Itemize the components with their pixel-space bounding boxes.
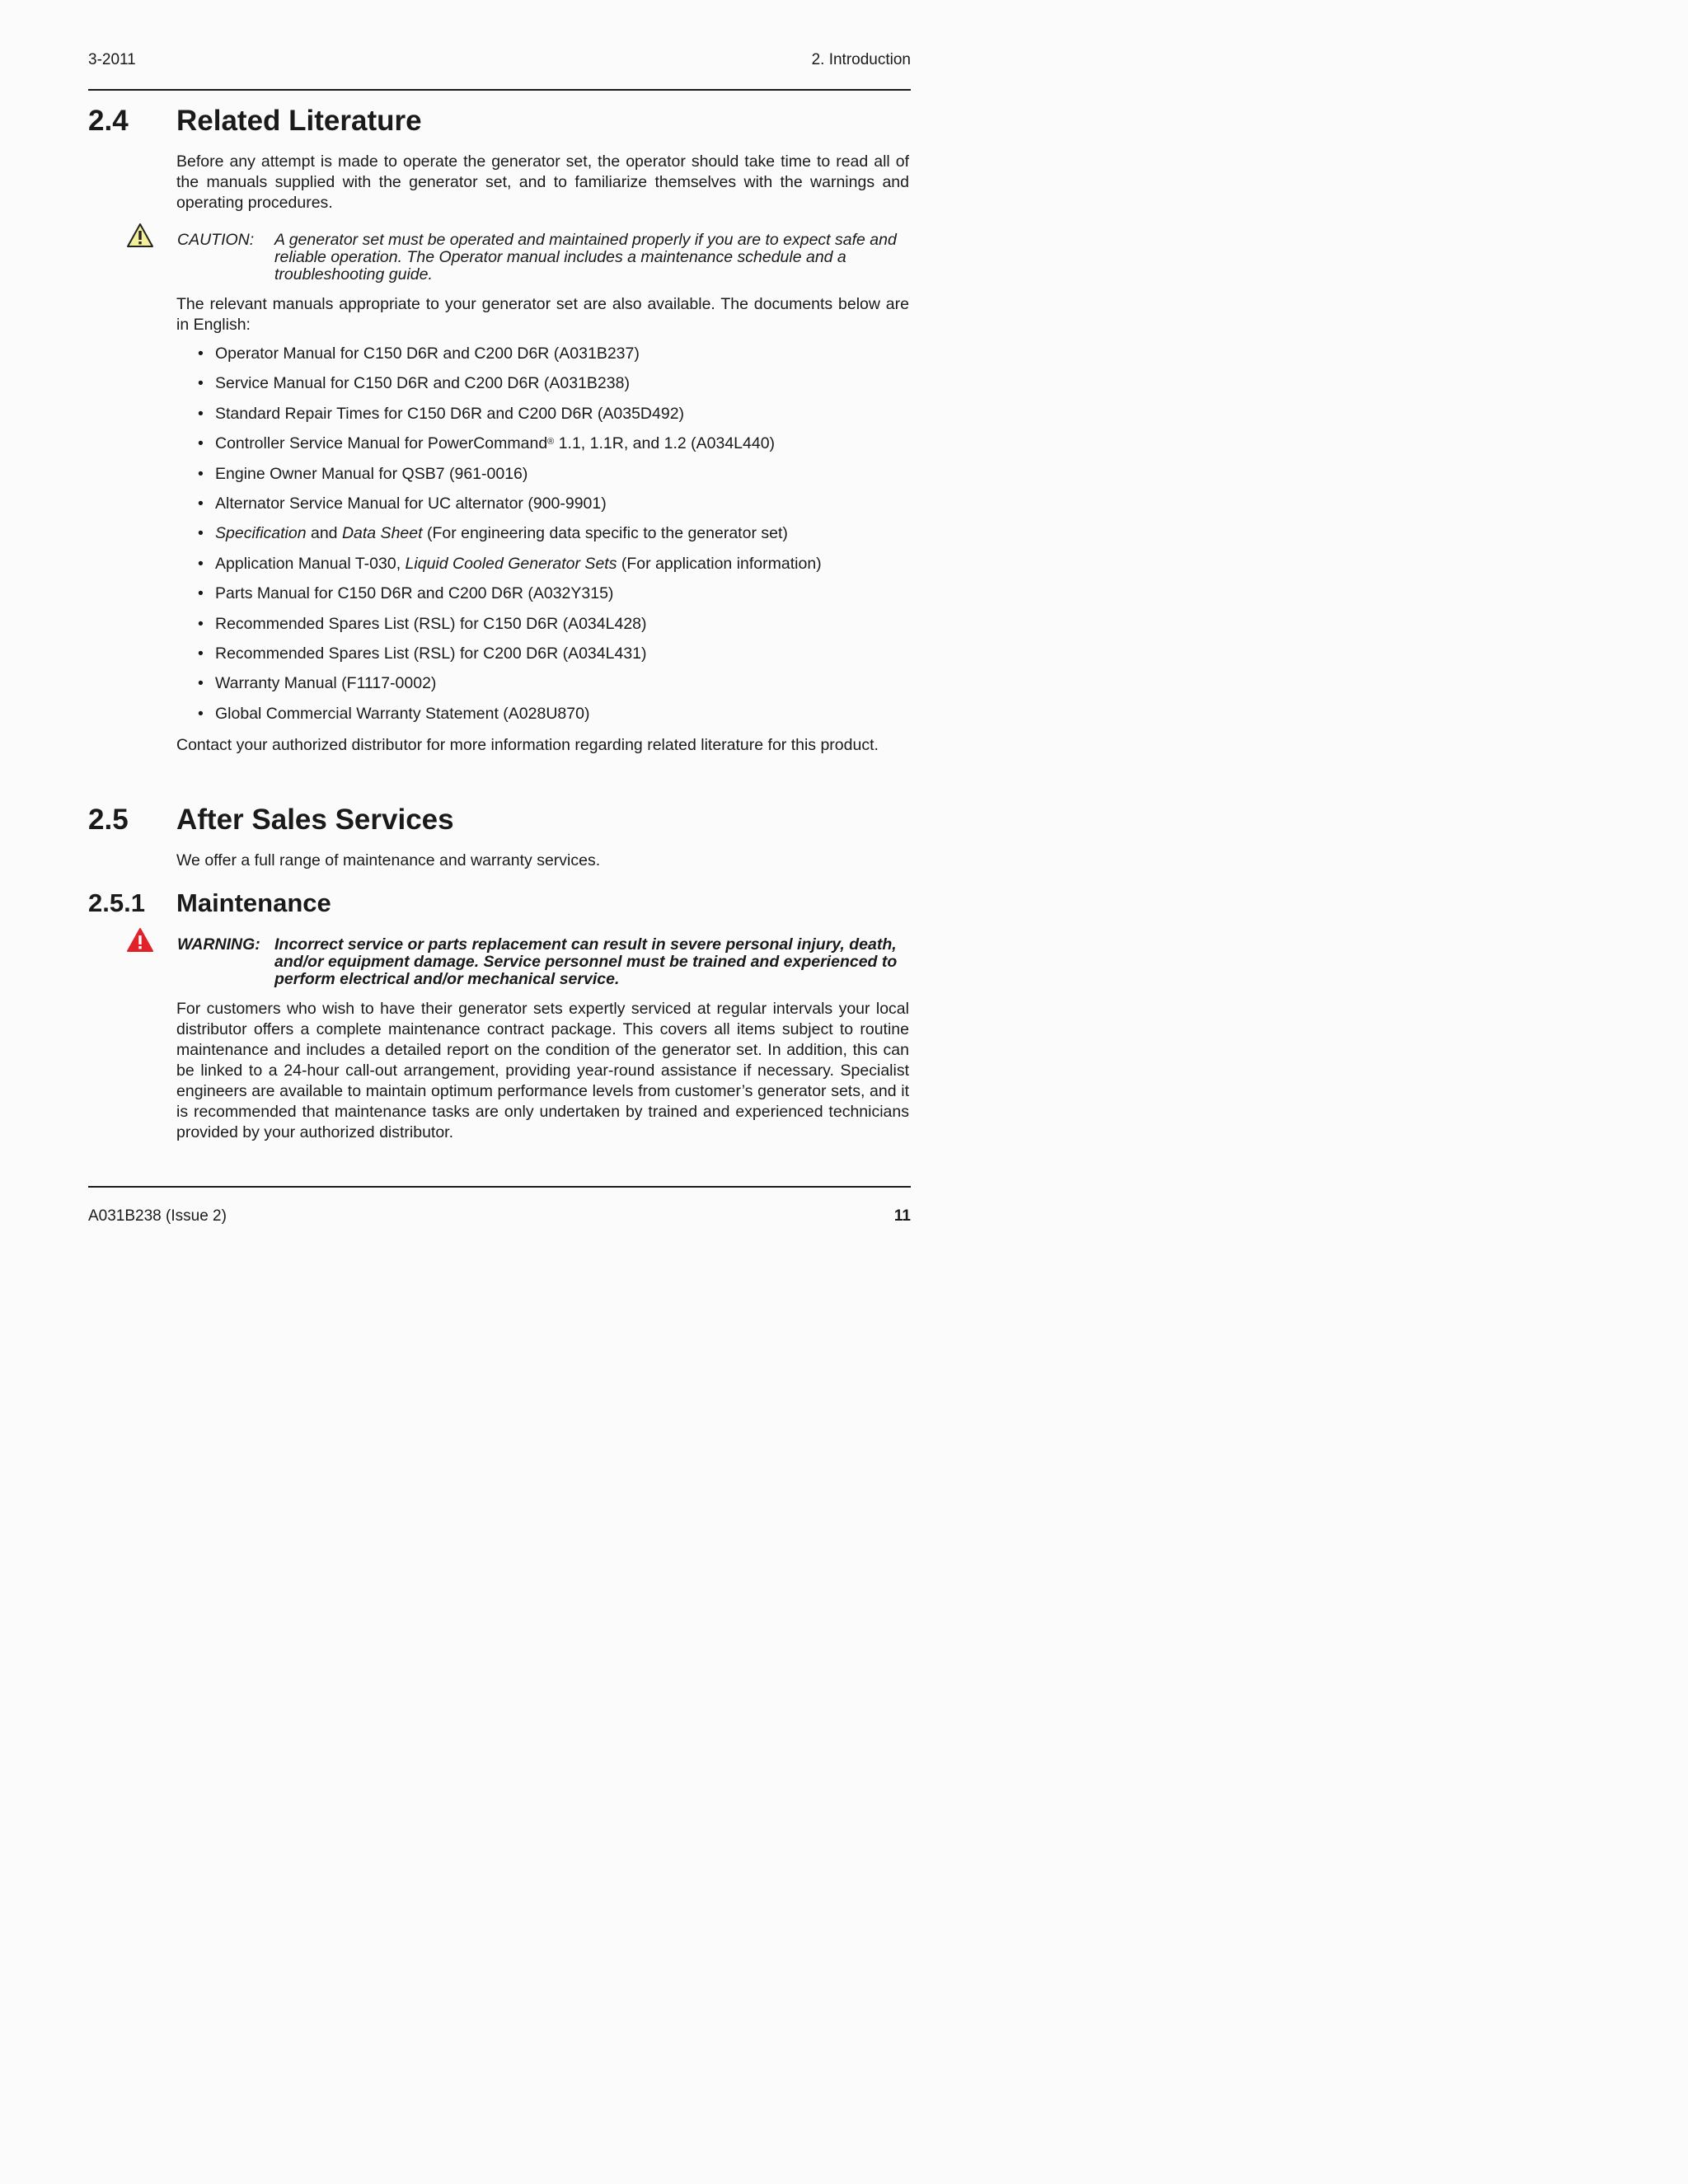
list-item: • Operator Manual for C150 D6R and C200 D6R (A031B237): [198, 344, 822, 373]
section-number: 2.5: [88, 804, 129, 836]
list-item: [198, 554, 822, 583]
header-rule: [88, 89, 911, 91]
footer-doc-id: A031B238 (Issue 2): [88, 1207, 227, 1225]
list-item: [198, 434, 822, 463]
list-item: • Service Manual for C150 D6R and C200 D6R (A031B238): [198, 373, 822, 403]
literature-list: [198, 344, 822, 733]
list-item: • Warranty Manual (F1117-0002): [198, 673, 822, 703]
caution-label: CAUTION:: [177, 231, 255, 249]
warning-label: WARNING:: [177, 935, 260, 954]
list-item: • Engine Owner Manual for QSB7 (961-0016): [198, 464, 822, 494]
section-number: 2.4: [88, 105, 129, 137]
section-number: 2.5.1: [88, 888, 145, 917]
item-text: and: [306, 524, 342, 543]
registered-mark: ®: [547, 437, 555, 448]
item-italic: Liquid Cooled Generator Sets: [405, 554, 617, 573]
warning-notice: [177, 936, 898, 988]
item-text: (For application information): [617, 554, 822, 573]
caution-icon: [126, 223, 154, 248]
header-chapter: 2. Introduction: [811, 51, 911, 68]
list-item: • Global Commercial Warranty Statement (A028U870): [198, 704, 822, 733]
item-text: Controller Service Manual for PowerCommand: [215, 434, 548, 453]
maintenance-body: For customers who wish to have their generator sets expertly serviced at regular intervals your local distributor offers a complete maintenance contract package. This covers all items subject to routine maintenance and includes a detailed report on the condition of the generator set. In addition, this can be linked to a 24-hour call-out arrangement, providing year-round assistance if necessary. Specialist engineers are available to maintain optimum performance levels from customer’s generator sets, and it is recommended that maintenance tasks are only undertaken by trained and experienced technicians provided by your authorized distributor.: [176, 1000, 909, 1141]
item-text: 1.1, 1.1R, and 1.2 (A034L440): [554, 434, 776, 453]
warning-text: Incorrect service or parts replacement can result in severe personal injury, death, and/or equipment damage. Service personnel must be trained and experienced to perform electrical and/or mechanical service.: [274, 935, 898, 988]
caution-notice: [177, 232, 911, 284]
caution-text: A generator set must be operated and maintained properly if you are to expect safe and reliable operation. The Operator manual includes a maintenance schedule and a troubleshooting guide.: [274, 231, 897, 284]
list-item: [198, 523, 822, 553]
section-title: After Sales Services: [176, 804, 454, 836]
contact-distributor: Contact your authorized distributor for more information regarding related literature for this product.: [176, 736, 879, 754]
warning-icon: [126, 927, 154, 953]
page-number: 11: [893, 1207, 911, 1225]
item-text: (For engineering data specific to the generator set): [422, 524, 788, 543]
item-italic: Data Sheet: [341, 524, 423, 543]
section-title: Related Literature: [176, 105, 422, 137]
after-sales-intro: We offer a full range of maintenance and warranty services.: [176, 851, 601, 869]
list-item: • Recommended Spares List (RSL) for C200 D6R (A034L431): [198, 644, 822, 673]
list-item: • Parts Manual for C150 D6R and C200 D6R (A032Y315): [198, 583, 822, 613]
list-item: • Standard Repair Times for C150 D6R and C200 D6R (A035D492): [198, 404, 822, 434]
list-item: • Alternator Service Manual for UC alternator (900-9901): [198, 494, 822, 523]
item-italic: Specification: [215, 524, 307, 543]
footer-rule: [88, 1186, 911, 1188]
related-literature-intro: Before any attempt is made to operate the generator set, the operator should take time to read all of the manuals supplied with the generator set, and to familiarize themselves with the warnings and operating procedures.: [176, 152, 909, 212]
section-title: Maintenance: [176, 888, 331, 917]
item-text: Application Manual T-030,: [215, 554, 406, 573]
list-item: • Recommended Spares List (RSL) for C150 D6R (A034L428): [198, 614, 822, 644]
manuals-intro: The relevant manuals appropriate to your generator set are also available. The documents below are in English:: [176, 295, 909, 334]
header-date: 3-2011: [88, 51, 136, 68]
